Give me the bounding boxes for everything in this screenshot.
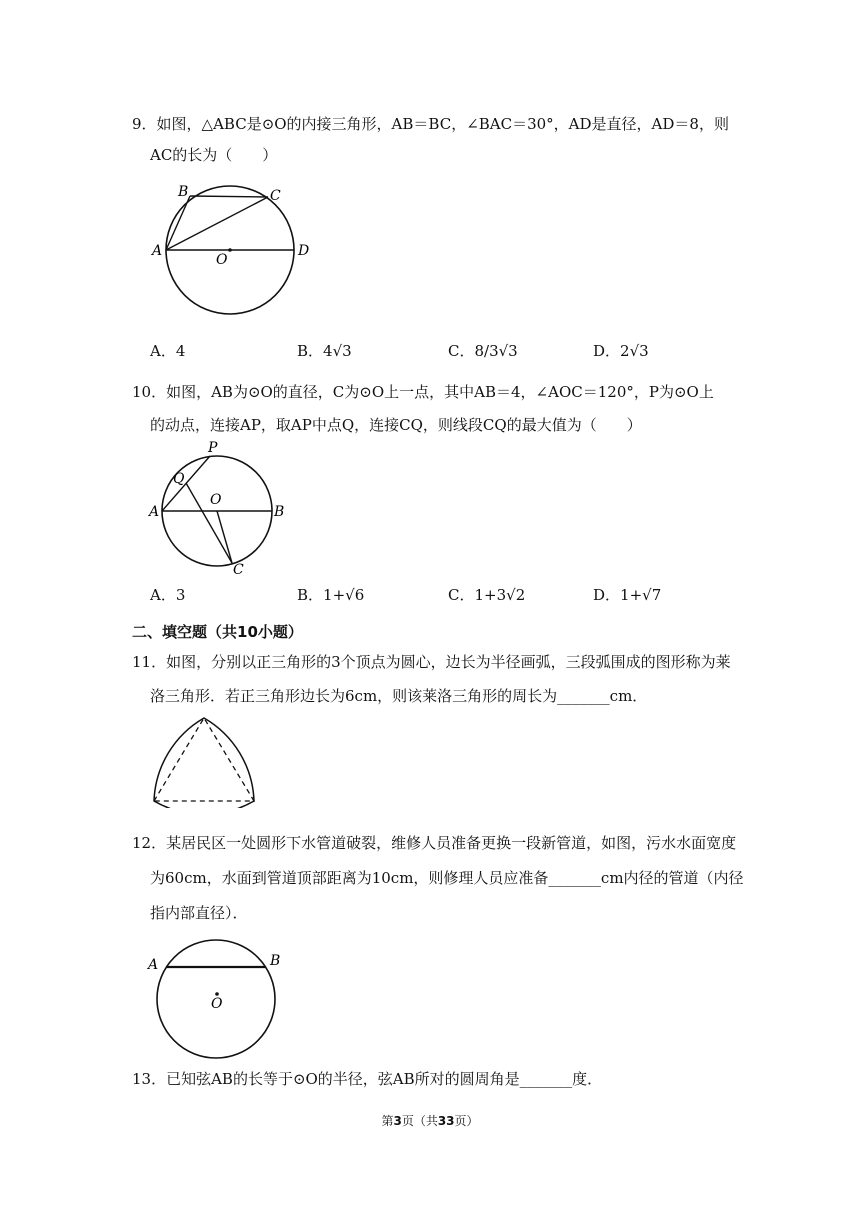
page-footer	[0, 1113, 860, 1129]
q13-line-1: 13．已知弦AB的长等于⊙O的半径，弦AB所对的圆周角是_______度．	[132, 1070, 603, 1088]
q9-option-c: C．8/3√3	[448, 342, 518, 360]
q9-segment-ab	[166, 196, 190, 250]
q11-line-1: 11．如图，分别以正三角形的3个顶点为圆心，边长为半径画弧，三段弧围成的图形称为莱	[132, 653, 731, 671]
q12-label-o: O	[211, 996, 223, 1012]
q10-line-1: 10．如图，AB为⊙O的直径，C为⊙O上一点，其中AB＝4，∠AOC＝120°，P为⊙O上	[132, 383, 714, 401]
q11-dashed-triangle	[154, 718, 254, 801]
q9-line-2: AC的长为（ ）	[150, 146, 278, 164]
q9-label-b: B	[178, 184, 189, 200]
q12-label-a: A	[148, 957, 159, 973]
q10-figure	[140, 436, 300, 578]
q9-option-a: A．4	[150, 342, 186, 360]
footer-total-pages: 33	[437, 1114, 455, 1128]
q9-option-d: D．2√3	[593, 342, 649, 360]
q11-reuleaux-figure	[148, 714, 260, 808]
q10-segment-qc	[186, 483, 232, 563]
q10-line-2: 的动点，连接AP，取AP中点Q，连接CQ，则线段CQ的最大值为（ ）	[150, 416, 642, 434]
q9-center-dot	[228, 248, 232, 252]
section-heading-fill-in: 二、填空题（共10小题）	[132, 623, 303, 641]
footer-suffix: 页）	[454, 1114, 479, 1128]
q9-segment-bc	[190, 196, 268, 197]
q10-option-c: C．1+3√2	[448, 586, 526, 604]
q12-line-1: 12．某居民区一处圆形下水管道破裂，维修人员准备更换一段新管道，如图，污水水面宽度	[132, 834, 737, 852]
q10-option-a: A．3	[150, 586, 186, 604]
footer-prefix: 第	[381, 1114, 394, 1128]
q9-label-c: C	[270, 188, 281, 204]
q10-option-d: D．1+√7	[593, 586, 662, 604]
q11-line-2: 洛三角形．若正三角形边长为6cm，则该莱洛三角形的周长为_______cm．	[150, 687, 648, 705]
q10-label-a: A	[149, 504, 160, 520]
q12-pipe-figure	[140, 930, 300, 1064]
q9-label-d: D	[298, 243, 310, 259]
q11-reuleaux-outline	[154, 718, 254, 808]
q10-label-o: O	[210, 492, 222, 508]
q12-line-2: 为60cm，水面到管道顶部距离为10cm，则修理人员应准备_______cm内径的管道（内径	[150, 869, 744, 887]
q10-segment-oc	[217, 511, 232, 563]
q10-label-q: Q	[173, 471, 185, 487]
q10-label-p: P	[208, 440, 218, 456]
q10-label-c: C	[233, 562, 244, 578]
q9-line-1: 9．如图，△ABC是⊙O的内接三角形，AB＝BC，∠BAC＝30°，AD是直径，AD＝8，则	[132, 115, 729, 133]
q9-label-a: A	[152, 243, 163, 259]
q9-option-b: B．4√3	[297, 342, 352, 360]
q10-label-b: B	[274, 504, 285, 520]
q12-label-b: B	[270, 953, 281, 969]
q10-option-b: B．1+√6	[297, 586, 365, 604]
q9-label-o: O	[216, 252, 228, 268]
q9-segment-ac	[166, 197, 268, 250]
q12-line-3: 指内部直径）．	[150, 904, 248, 922]
q9-figure	[140, 176, 340, 321]
footer-page-number: 3	[393, 1114, 402, 1128]
footer-mid: 页（共	[401, 1114, 438, 1128]
